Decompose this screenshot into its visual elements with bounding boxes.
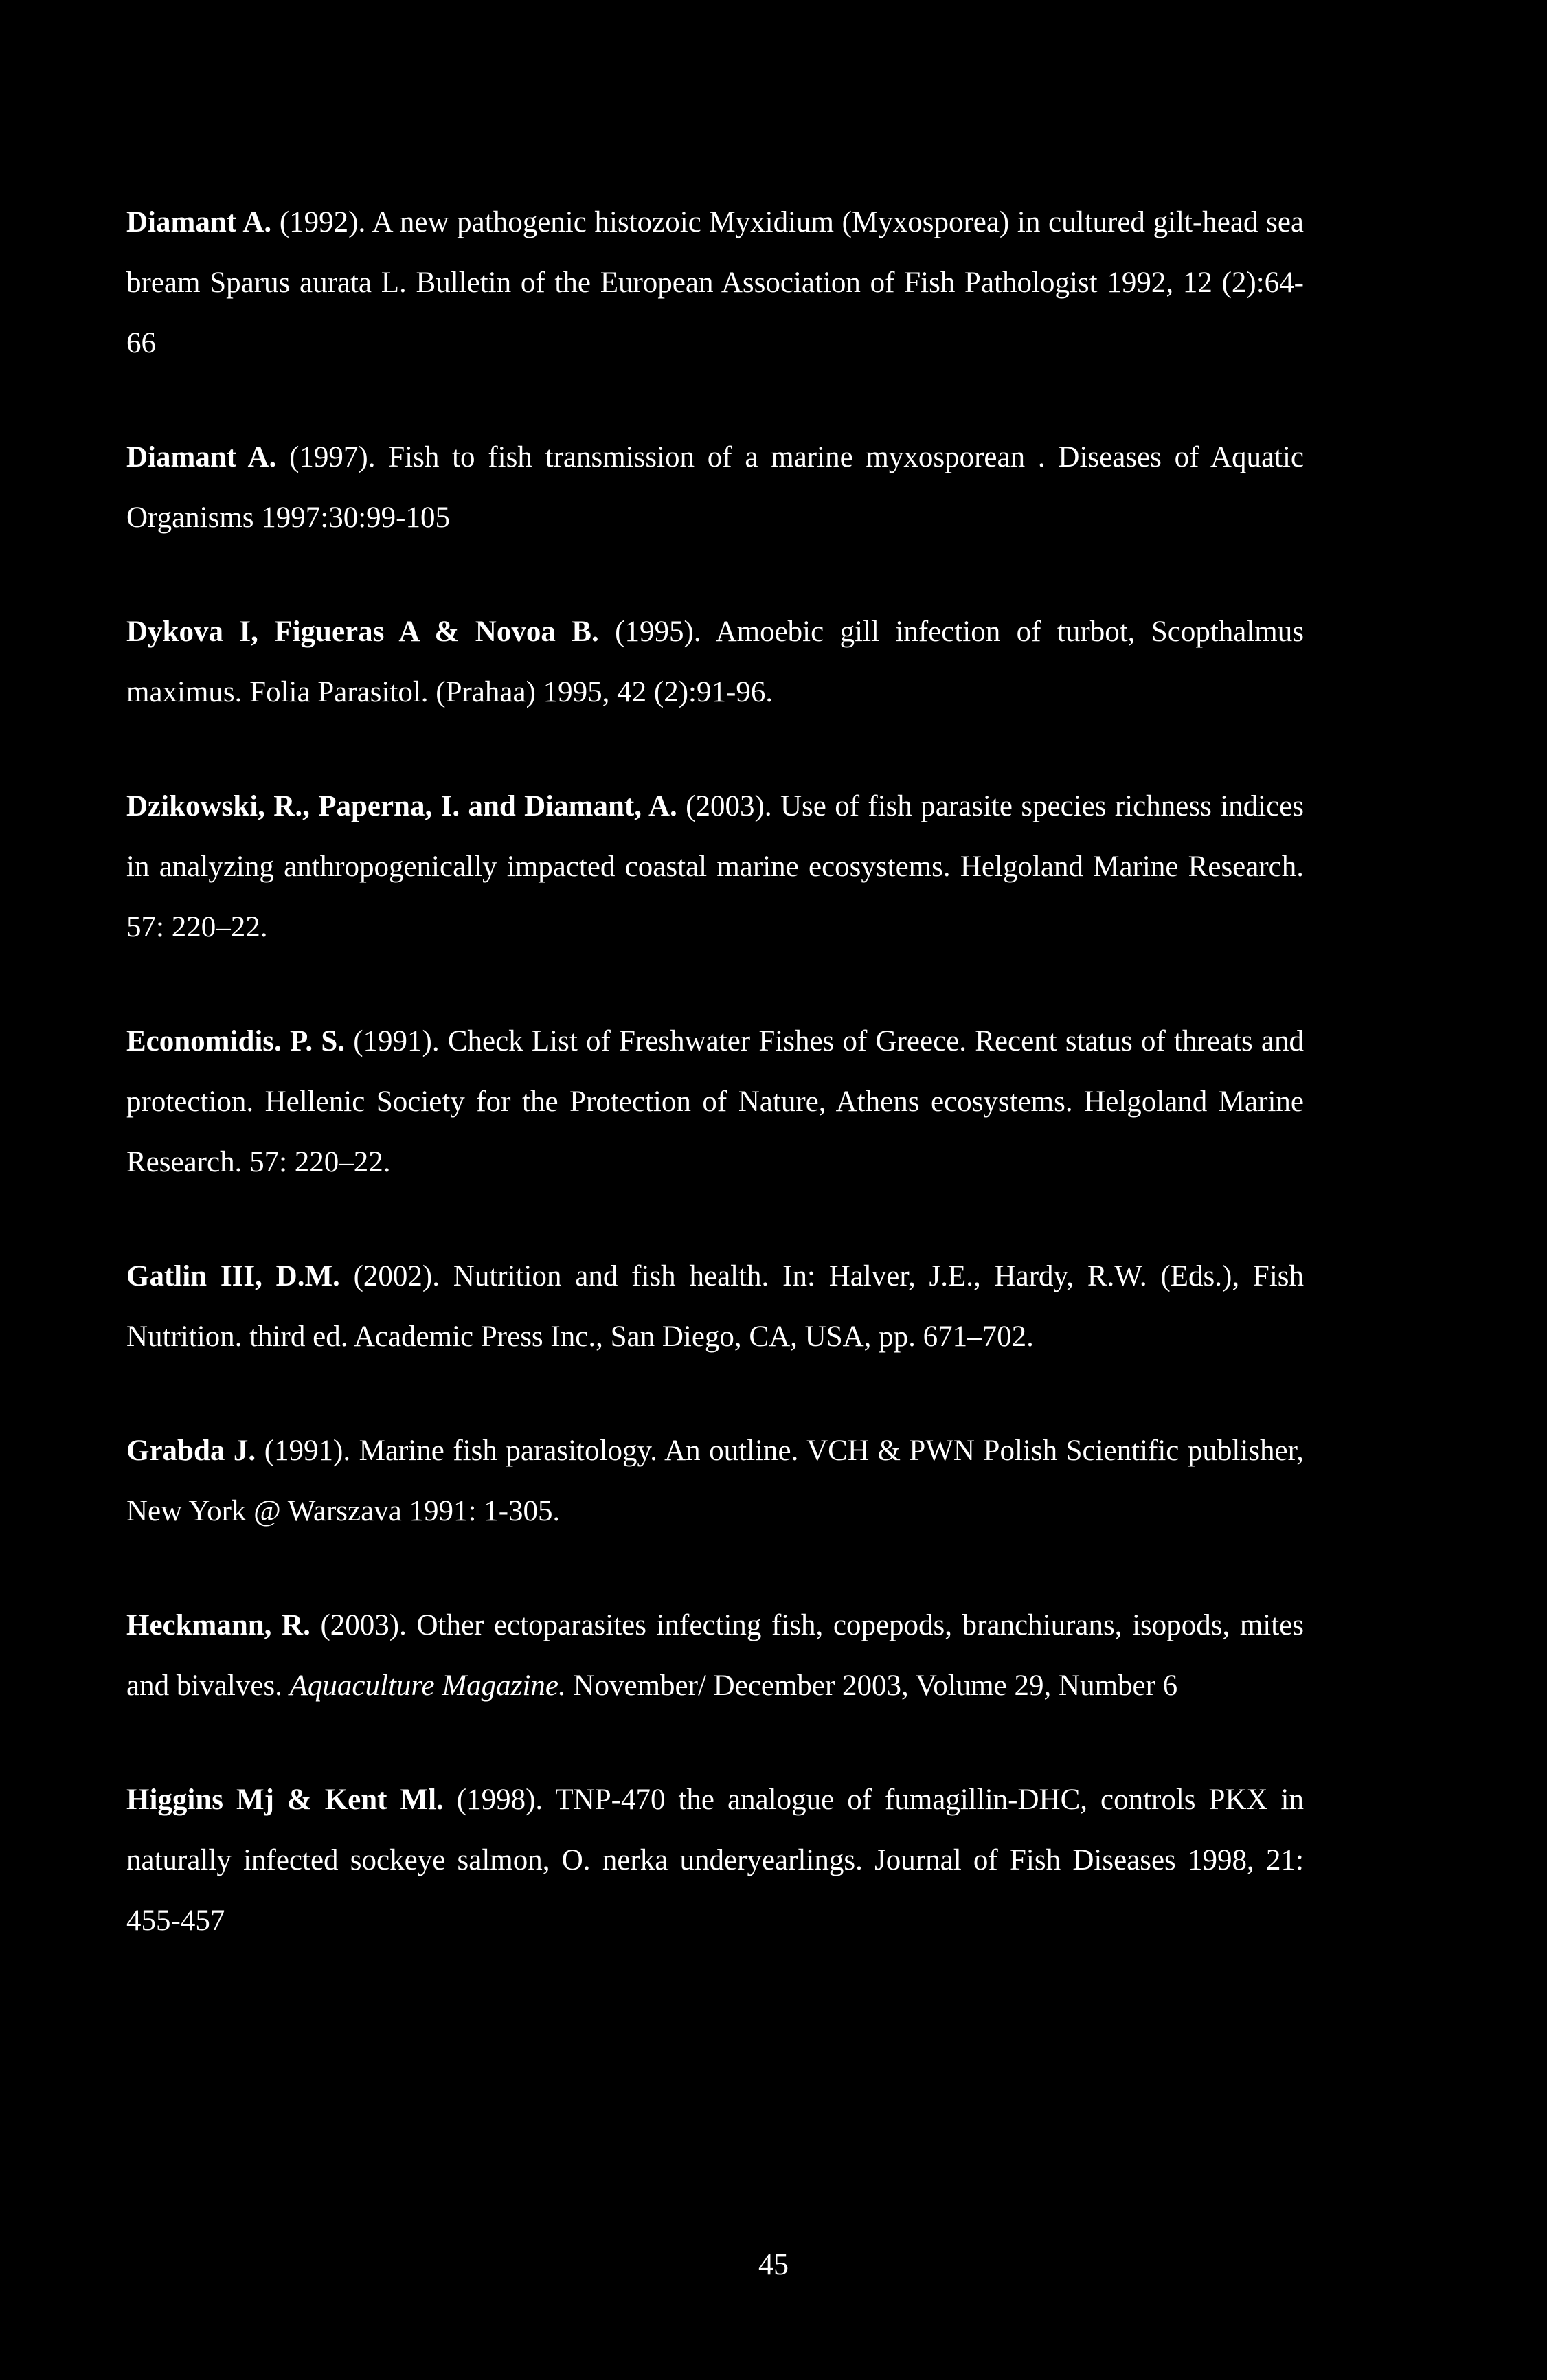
reference-entry: [126, 776, 1304, 958]
reference-text: (2003). Other ectoparasites infecting fish, copepods, branchiurans, isopods, mites and bivalves.: [126, 1609, 1305, 1702]
reference-authors: Heckmann, R.: [126, 1609, 310, 1641]
reference-text: November/ December 2003, Volume 29, Number 6: [565, 1670, 1178, 1702]
reference-entry: [126, 1421, 1304, 1542]
reference-entry: [126, 1595, 1304, 1716]
reference-text: (1995). Amoebic gill infection of turbot, Scopthalmus maximus. Folia Parasitol. (Prahaa) 1995, 42 (2):91-96.: [126, 616, 1304, 708]
page-number: 45: [758, 2247, 789, 2281]
reference-text: (1991). Marine fish parasitology. An outline. VCH & PWN Polish Scientific publisher, New York @ Warszava 1991: 1-305.: [126, 1435, 1304, 1527]
reference-entry: [126, 192, 1304, 374]
reference-journal: Aquaculture Magazine.: [289, 1670, 566, 1702]
reference-authors: Dykova I, Figueras A & Novoa B.: [126, 616, 599, 648]
reference-text: (1991). Check List of Freshwater Fishes of Greece. Recent status of threats and protection. Hellenic Society for the Protection of Nature, Athens ecosystems. Helgoland Marine Research. 57: 220–22.: [126, 1025, 1304, 1178]
reference-text: (1992). A new pathogenic histozoic Myxidium (Myxosporea) in cultured gilt-head sea bream Sparus aurata L. Bulletin of the European Association of Fish Pathologist 1992, 12 (2):64-66: [126, 206, 1304, 359]
reference-authors: Diamant A.: [126, 206, 272, 238]
reference-entry: [126, 427, 1304, 548]
reference-text: (1998). TNP-470 the analogue of fumagillin-DHC, controls PKX in naturally infected sockeye salmon, O. nerka underyearlings. Journal of Fish Diseases 1998, 21: 455-457: [126, 1784, 1305, 1937]
reference-entry: [126, 602, 1304, 723]
reference-entry: [126, 1011, 1304, 1193]
reference-list: [126, 192, 1304, 1951]
reference-entry: [126, 1246, 1304, 1367]
reference-entry: [126, 1770, 1304, 1951]
reference-authors: Dzikowski, R., Paperna, I. and Diamant, A.: [126, 790, 677, 822]
reference-authors: Economidis. P. S.: [126, 1025, 345, 1057]
reference-text: (2003). Use of fish parasite species richness indices in analyzing anthropogenically impacted coastal marine ecosystems. Helgoland Marine Research. 57: 220–22.: [126, 790, 1304, 943]
reference-authors: Higgins Mj & Kent Ml.: [126, 1784, 444, 1816]
reference-authors: Diamant A.: [126, 441, 277, 473]
reference-authors: Grabda J.: [126, 1435, 256, 1467]
reference-authors: Gatlin III, D.M.: [126, 1260, 340, 1292]
reference-text: (1997). Fish to fish transmission of a marine myxosporean . Diseases of Aquatic Organisms 1997:30:99-105: [126, 441, 1305, 534]
reference-text: (2002). Nutrition and fish health. In: Halver, J.E., Hardy, R.W. (Eds.), Fish Nutrition. third ed. Academic Press Inc., San Diego, CA, USA, pp. 671–702.: [126, 1260, 1304, 1353]
